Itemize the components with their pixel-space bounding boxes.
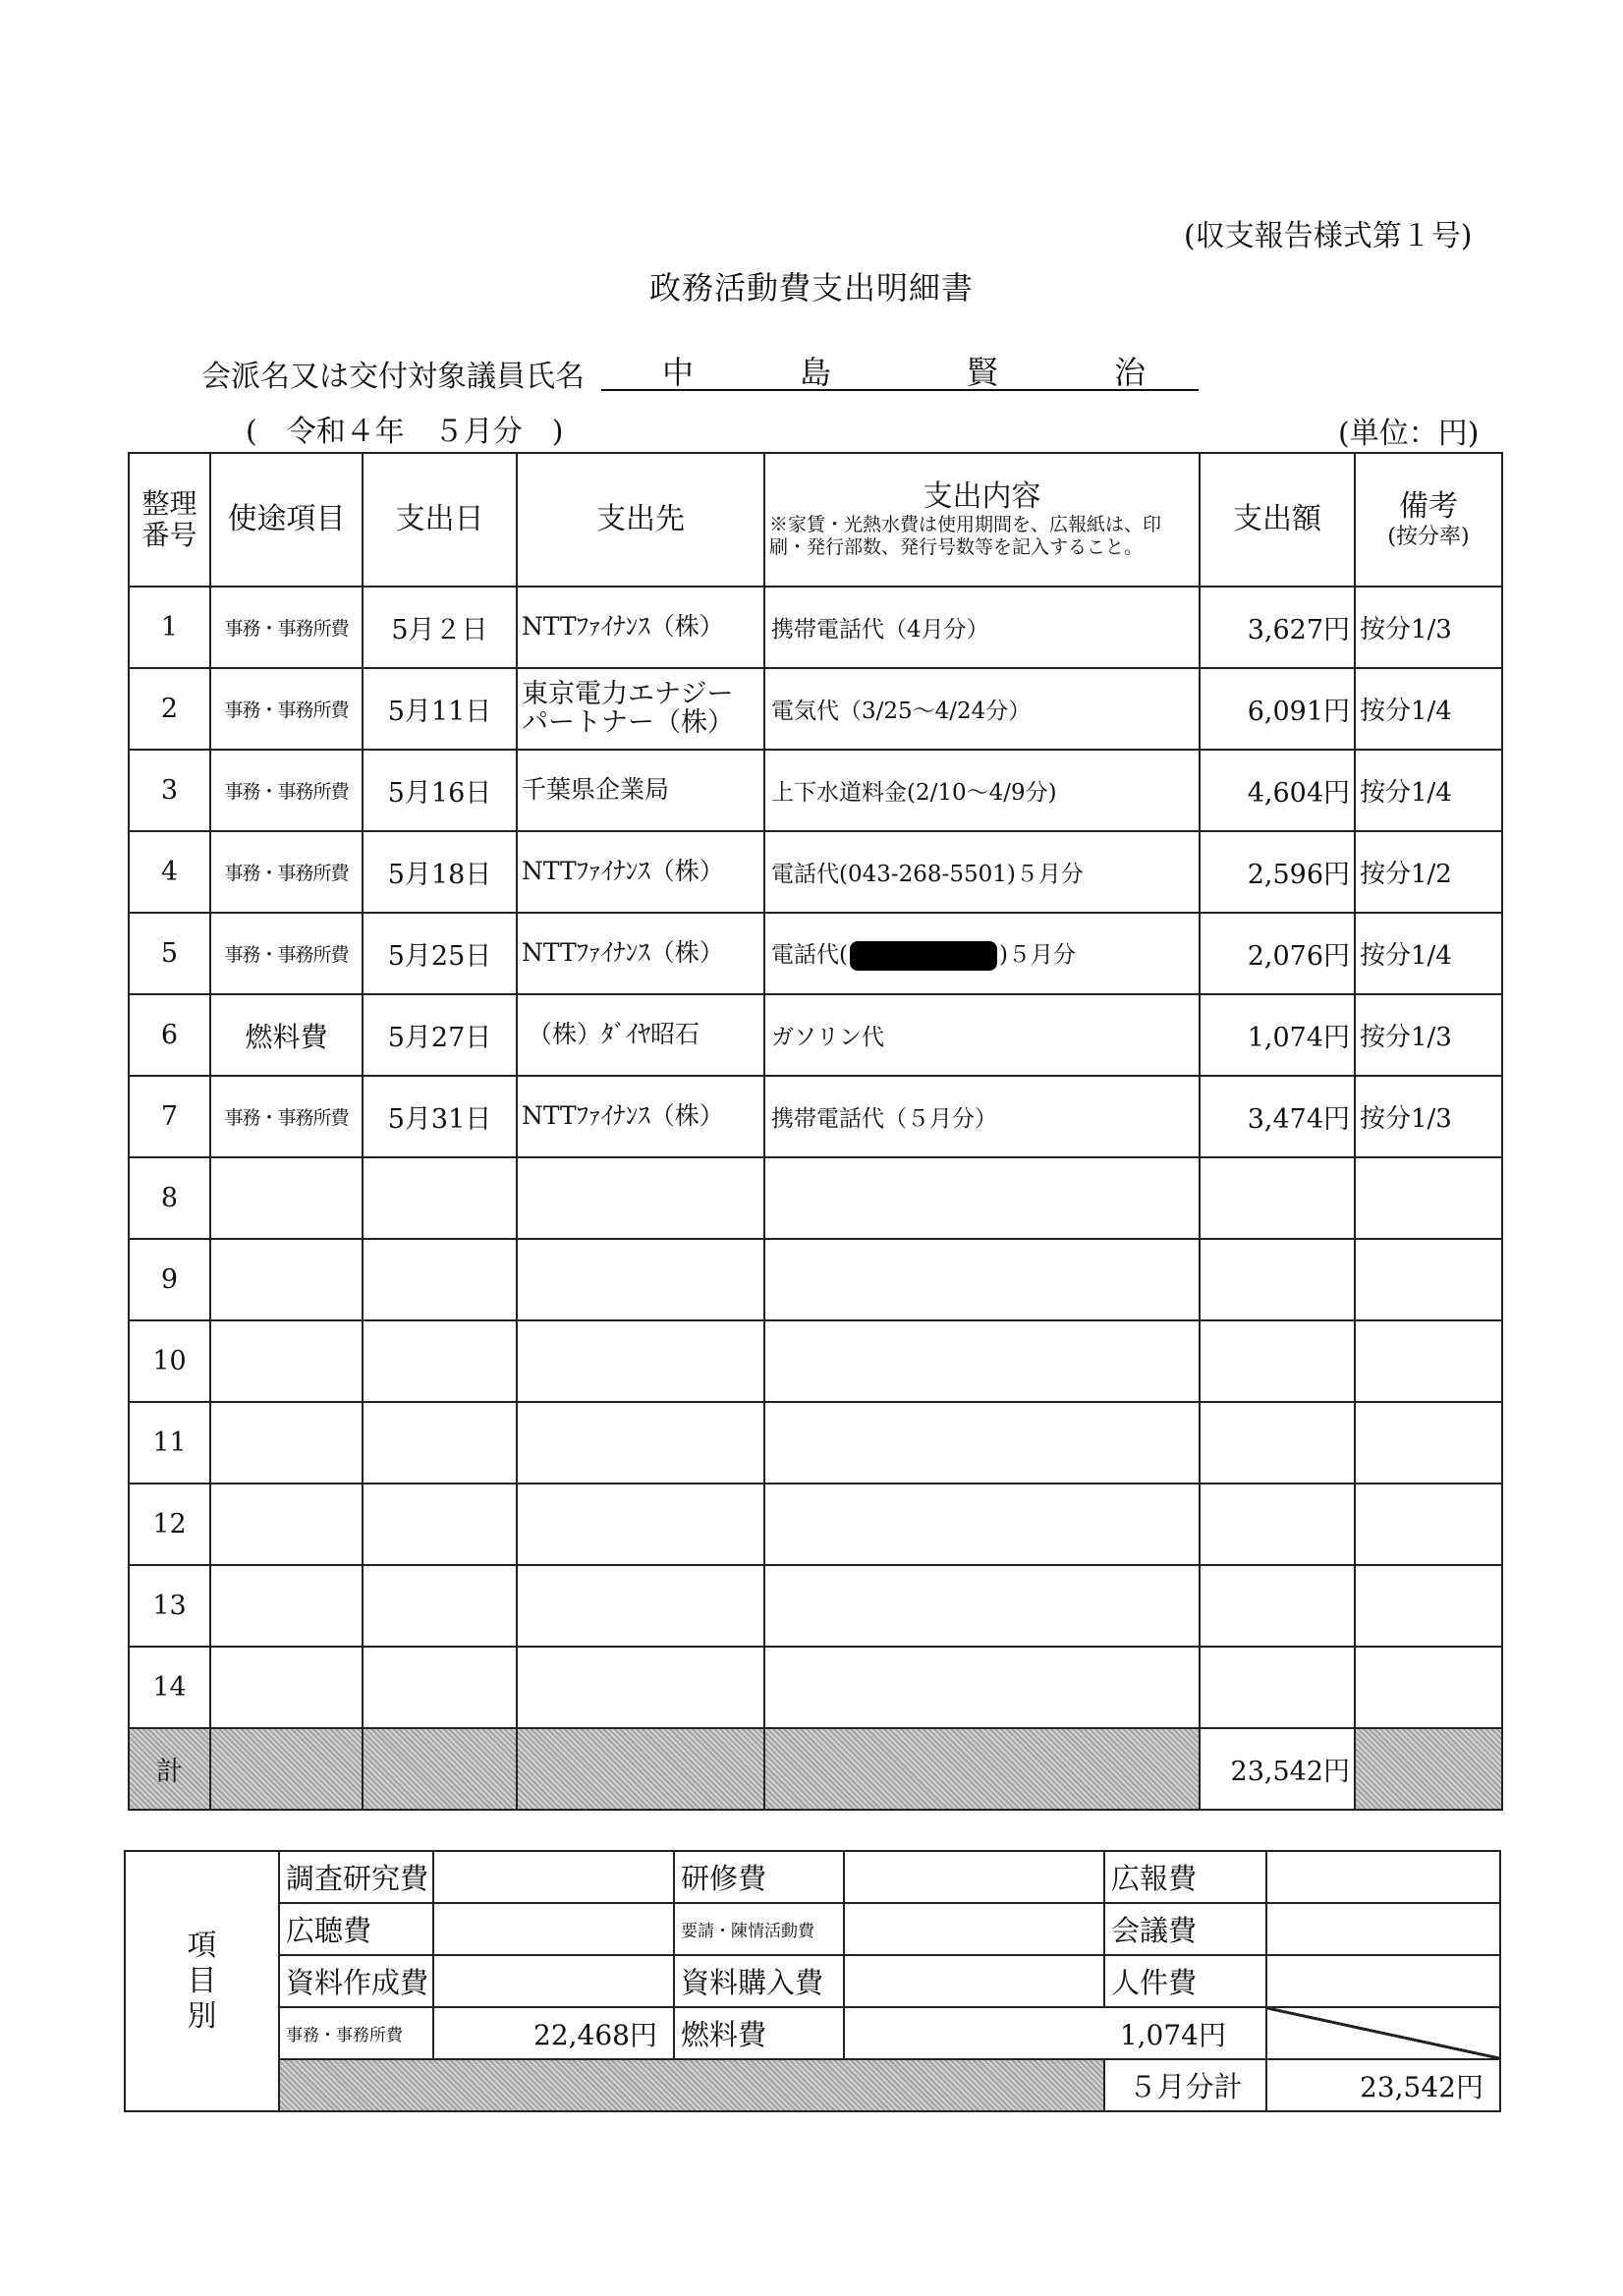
member-name-field	[601, 348, 1199, 391]
col-header-content-title: 支出内容	[923, 478, 1041, 514]
member-name-char: 中	[662, 354, 695, 391]
table-row-empty	[129, 1239, 1502, 1320]
row-payee: NTTﾌｧｲﾅﾝｽ（株）	[517, 831, 764, 913]
row-date: 5月25日	[363, 913, 517, 994]
label-materials-purchase: 資料購入費	[674, 1955, 844, 2007]
value-materials-purchase	[844, 1955, 1104, 2007]
value-fuel: 1,074円	[844, 2007, 1266, 2059]
row-no: 1	[129, 587, 210, 668]
row-payee: NTTﾌｧｲﾅﾝｽ（株）	[517, 913, 764, 994]
row-no: 9	[129, 1239, 210, 1320]
redaction-block	[850, 941, 997, 971]
report-period: ( 令和４年 ５月分 )	[246, 415, 564, 449]
row-description: 電気代（3/25～4/24分）	[764, 668, 1200, 750]
row-note: 按分1/3	[1355, 994, 1502, 1076]
label-petition: 要請・陳情活動費	[674, 1903, 844, 1955]
row-no: 7	[129, 1076, 210, 1157]
row-amount: 3,627円	[1200, 587, 1355, 668]
expense-table	[128, 452, 1503, 1811]
row-description: 上下水道料金(2/10～4/9分)	[764, 750, 1200, 831]
value-personnel	[1266, 1955, 1500, 2007]
row-date: 5月16日	[363, 750, 517, 831]
row-payee: NTTﾌｧｲﾅﾝｽ（株）	[517, 587, 764, 668]
label-training: 研修費	[674, 1851, 844, 1903]
row-note: 按分1/4	[1355, 913, 1502, 994]
summary-side-label	[125, 1851, 279, 2111]
row-no: 5	[129, 913, 210, 994]
month-total-amount: 23,542円	[1266, 2059, 1500, 2111]
row-no: 11	[129, 1402, 210, 1484]
row-amount: 3,474円	[1200, 1076, 1355, 1157]
col-header-no: 整理番号	[129, 453, 210, 587]
col-header-category: 使途項目	[210, 453, 363, 587]
col-header-note	[1355, 453, 1502, 587]
table-row	[129, 587, 1502, 668]
label-meeting: 会議費	[1104, 1903, 1266, 1955]
row-category: 事務・事務所費	[210, 587, 363, 668]
table-row	[129, 831, 1502, 913]
row-date: 5月31日	[363, 1076, 517, 1157]
value-meeting	[1266, 1903, 1500, 1955]
label-office: 事務・事務所費	[279, 2007, 433, 2059]
row-date: 5月27日	[363, 994, 517, 1076]
row-note: 按分1/3	[1355, 587, 1502, 668]
col-header-date: 支出日	[363, 453, 517, 587]
row-category: 事務・事務所費	[210, 1076, 363, 1157]
row-no: 2	[129, 668, 210, 750]
table-row-empty	[129, 1402, 1502, 1484]
row-date: 5月11日	[363, 668, 517, 750]
category-summary-table	[124, 1850, 1501, 2112]
shaded-area	[279, 2059, 1104, 2111]
row-amount: 6,091円	[1200, 668, 1355, 750]
row-payee: NTTﾌｧｲﾅﾝｽ（株）	[517, 1076, 764, 1157]
value-training	[844, 1851, 1104, 1903]
total-label: 計	[129, 1728, 210, 1810]
row-note: 按分1/3	[1355, 1076, 1502, 1157]
summary-side-char: 項	[187, 1928, 217, 1963]
row-no: 6	[129, 994, 210, 1076]
value-office: 22,468円	[433, 2007, 674, 2059]
value-materials-creation	[433, 1955, 674, 2007]
member-name-char: 治	[1114, 354, 1147, 391]
month-total-label: ５月分計	[1104, 2059, 1266, 2111]
col-header-amount: 支出額	[1200, 453, 1355, 587]
label-research: 調査研究費	[279, 1851, 433, 1903]
label-hearing: 広聴費	[279, 1903, 433, 1955]
value-petition	[844, 1903, 1104, 1955]
row-description	[764, 913, 1200, 994]
label-fuel: 燃料費	[674, 2007, 844, 2059]
table-row	[129, 750, 1502, 831]
diagonal-cell	[1266, 2007, 1500, 2059]
row-payee-line: 東京電力エナジー	[522, 679, 734, 710]
row-no: 8	[129, 1157, 210, 1239]
row-category: 事務・事務所費	[210, 831, 363, 913]
value-research	[433, 1851, 674, 1903]
row-date: 5月２日	[363, 587, 517, 668]
col-header-note-title: 備考	[1399, 489, 1458, 525]
row-payee	[517, 668, 764, 750]
total-row	[129, 1728, 1502, 1810]
member-name-label: 会派名又は交付対象議員氏名	[201, 360, 585, 394]
row-no: 10	[129, 1320, 210, 1402]
row-no: 3	[129, 750, 210, 831]
row-note: 按分1/4	[1355, 668, 1502, 750]
row-no: 13	[129, 1565, 210, 1647]
row-category: 事務・事務所費	[210, 668, 363, 750]
row-payee-line: パートナー（株）	[522, 706, 734, 738]
row-amount: 2,596円	[1200, 831, 1355, 913]
document-title: 政務活動費支出明細書	[648, 269, 974, 307]
member-name-char: 賢	[967, 354, 999, 391]
row-category: 燃料費	[210, 994, 363, 1076]
table-row-empty	[129, 1484, 1502, 1565]
value-pr	[1266, 1851, 1500, 1903]
form-number: (収支報告様式第１号)	[1184, 219, 1473, 253]
summary-side-char: 別	[187, 1998, 217, 2034]
table-row	[129, 913, 1502, 994]
row-description: 電話代(043-268-5501)５月分	[764, 831, 1200, 913]
row-category: 事務・事務所費	[210, 913, 363, 994]
row-description: ガソリン代	[764, 994, 1200, 1076]
unit-label: (単位：円)	[1338, 417, 1480, 451]
label-personnel: 人件費	[1104, 1955, 1266, 2007]
table-row	[129, 1076, 1502, 1157]
col-header-note-sub: (按分率)	[1387, 524, 1470, 549]
label-materials-creation: 資料作成費	[279, 1955, 433, 2007]
row-category: 事務・事務所費	[210, 750, 363, 831]
row-no: 14	[129, 1647, 210, 1728]
table-header-row	[129, 453, 1502, 587]
col-header-payee: 支出先	[517, 453, 764, 587]
row-amount: 1,074円	[1200, 994, 1355, 1076]
table-row-empty	[129, 1565, 1502, 1647]
row-description-prefix: 電話代(	[771, 942, 848, 968]
row-payee: 千葉県企業局	[517, 750, 764, 831]
col-header-content	[764, 453, 1200, 587]
table-row-empty	[129, 1647, 1502, 1728]
row-no: 4	[129, 831, 210, 913]
table-row	[129, 668, 1502, 750]
member-name-char: 島	[800, 354, 832, 391]
row-note: 按分1/4	[1355, 750, 1502, 831]
summary-side-char: 目	[187, 1963, 217, 1998]
row-note: 按分1/2	[1355, 831, 1502, 913]
value-hearing	[433, 1903, 674, 1955]
row-amount: 2,076円	[1200, 913, 1355, 994]
row-description-suffix: )５月分	[998, 942, 1076, 968]
row-amount: 4,604円	[1200, 750, 1355, 831]
row-no: 12	[129, 1484, 210, 1565]
table-row-empty	[129, 1157, 1502, 1239]
row-description: 携帯電話代（５月分）	[764, 1076, 1200, 1157]
row-description: 携帯電話代（4月分）	[764, 587, 1200, 668]
col-header-content-note: ※家賃・光熱水費は使用期間を、広報紙は、印刷・発行部数、発行号数等を記入すること。	[769, 514, 1162, 559]
total-amount: 23,542円	[1200, 1728, 1355, 1810]
table-row-empty	[129, 1320, 1502, 1402]
row-payee: （株）ﾀﾞｲﾔ昭石	[517, 994, 764, 1076]
row-date: 5月18日	[363, 831, 517, 913]
table-row	[129, 994, 1502, 1076]
label-pr: 広報費	[1104, 1851, 1266, 1903]
